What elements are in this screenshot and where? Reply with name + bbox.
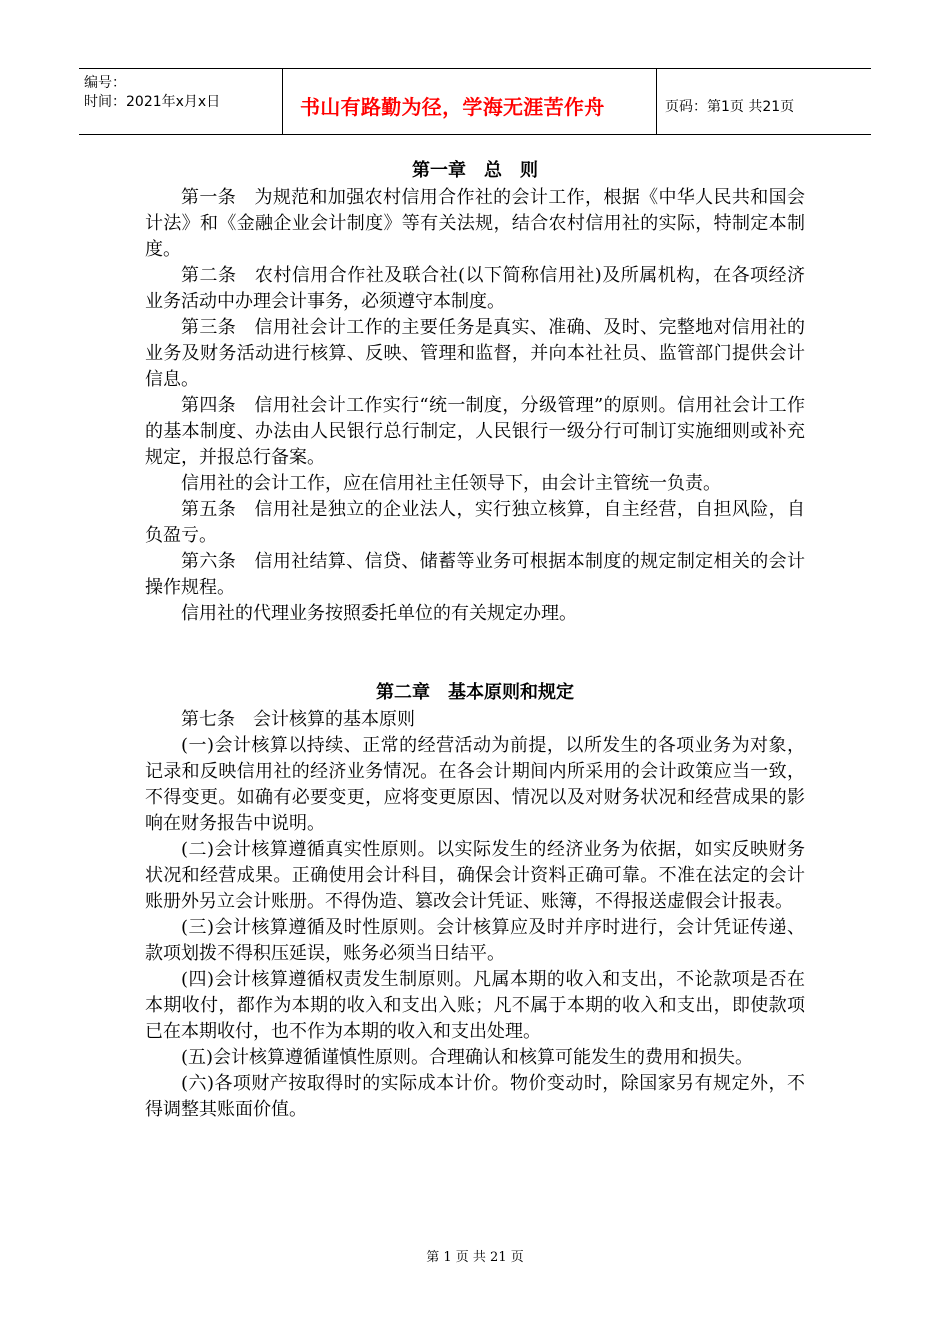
article-7: 第七条 会计核算的基本原则	[181, 709, 415, 730]
principle-5: (五)会计核算遵循谨慎性原则。合理确认和核算可能发生的费用和损失。	[181, 1047, 754, 1068]
page-footer: 第 1 页 共 21 页	[426, 1250, 524, 1265]
article-4-note: 信用社的会计工作，应在信用社主任领导下，由会计主管统一负责。	[181, 473, 721, 494]
chapter-2-title: 第二章 基本原则和规定	[376, 682, 574, 703]
header-page-info: 页码：第1页 共21页	[665, 98, 795, 115]
principle-1: (一)会计核算以持续、正常的经营活动为前提，以所发生的各项业务为对象，记录和反映信用社的经济业务情况。在各会计期间内所采用的会计政策应当一致，不得变更。如确有必要变更，应将变更原因、情况以及对财务状况和经营成果的影响在财务报告中说明。	[145, 735, 805, 834]
article-6-note: 信用社的代理业务按照委托单位的有关规定办理。	[181, 603, 577, 624]
header-motto-cell	[283, 69, 657, 134]
header-meta-cell	[79, 69, 283, 134]
article-3: 第三条 信用社会计工作的主要任务是真实、准确、及时、完整地对信用社的业务及财务活动进行核算、反映、管理和监督，并向本社社员、监管部门提供会计信息。	[145, 317, 805, 390]
article-5: 第五条 信用社是独立的企业法人，实行独立核算，自主经营，自担风险，自负盈亏。	[145, 499, 805, 546]
chapter-1-title: 第一章 总 则	[412, 160, 538, 181]
document-body	[145, 157, 805, 1123]
article-6: 第六条 信用社结算、信贷、储蓄等业务可根据本制度的规定制定相关的会计操作规程。	[145, 551, 805, 598]
principle-4: (四)会计核算遵循权责发生制原则。凡属本期的收入和支出，不论款项是否在本期收付，都作为本期的收入和支出入账；凡不属于本期的收入和支出，即使款项已在本期收付，也不作为本期的收入和支出处理。	[145, 969, 805, 1042]
principle-3: (三)会计核算遵循及时性原则。会计核算应及时并序时进行，会计凭证传递、款项划拨不得积压延误，账务必须当日结平。	[145, 917, 805, 964]
principle-6: (六)各项财产按取得时的实际成本计价。物价变动时，除国家另有规定外，不得调整其账面价值。	[145, 1073, 805, 1120]
serial-number-label: 编号：	[84, 75, 126, 91]
header-motto: 书山有路勤为径，学海无涯苦作舟	[300, 95, 605, 119]
article-1: 第一条 为规范和加强农村信用合作社的会计工作，根据《中华人民共和国会计法》和《金融企业会计制度》等有关法规，结合农村信用社的实际，特制定本制度。	[145, 187, 805, 260]
article-4: 第四条 信用社会计工作实行“统一制度，分级管理”的原则。信用社会计工作的基本制度、办法由人民银行总行制定，人民银行一级分行可制订实施细则或补充规定，并报总行备案。	[145, 395, 805, 468]
section-spacer	[145, 627, 805, 679]
date-label: 时间：2021年x月x日	[84, 94, 221, 110]
document-header	[79, 68, 871, 135]
header-page-cell	[657, 69, 871, 134]
article-2: 第二条 农村信用合作社及联合社(以下简称信用社)及所属机构，在各项经济业务活动中办理会计事务，必须遵守本制度。	[145, 265, 805, 312]
principle-2: (二)会计核算遵循真实性原则。以实际发生的经济业务为依据，如实反映财务状况和经营成果。正确使用会计科目，确保会计资料正确可靠。不准在法定的会计账册外另立会计账册。不得伪造、篡改会计凭证、账簿，不得报送虚假会计报表。	[145, 839, 805, 912]
